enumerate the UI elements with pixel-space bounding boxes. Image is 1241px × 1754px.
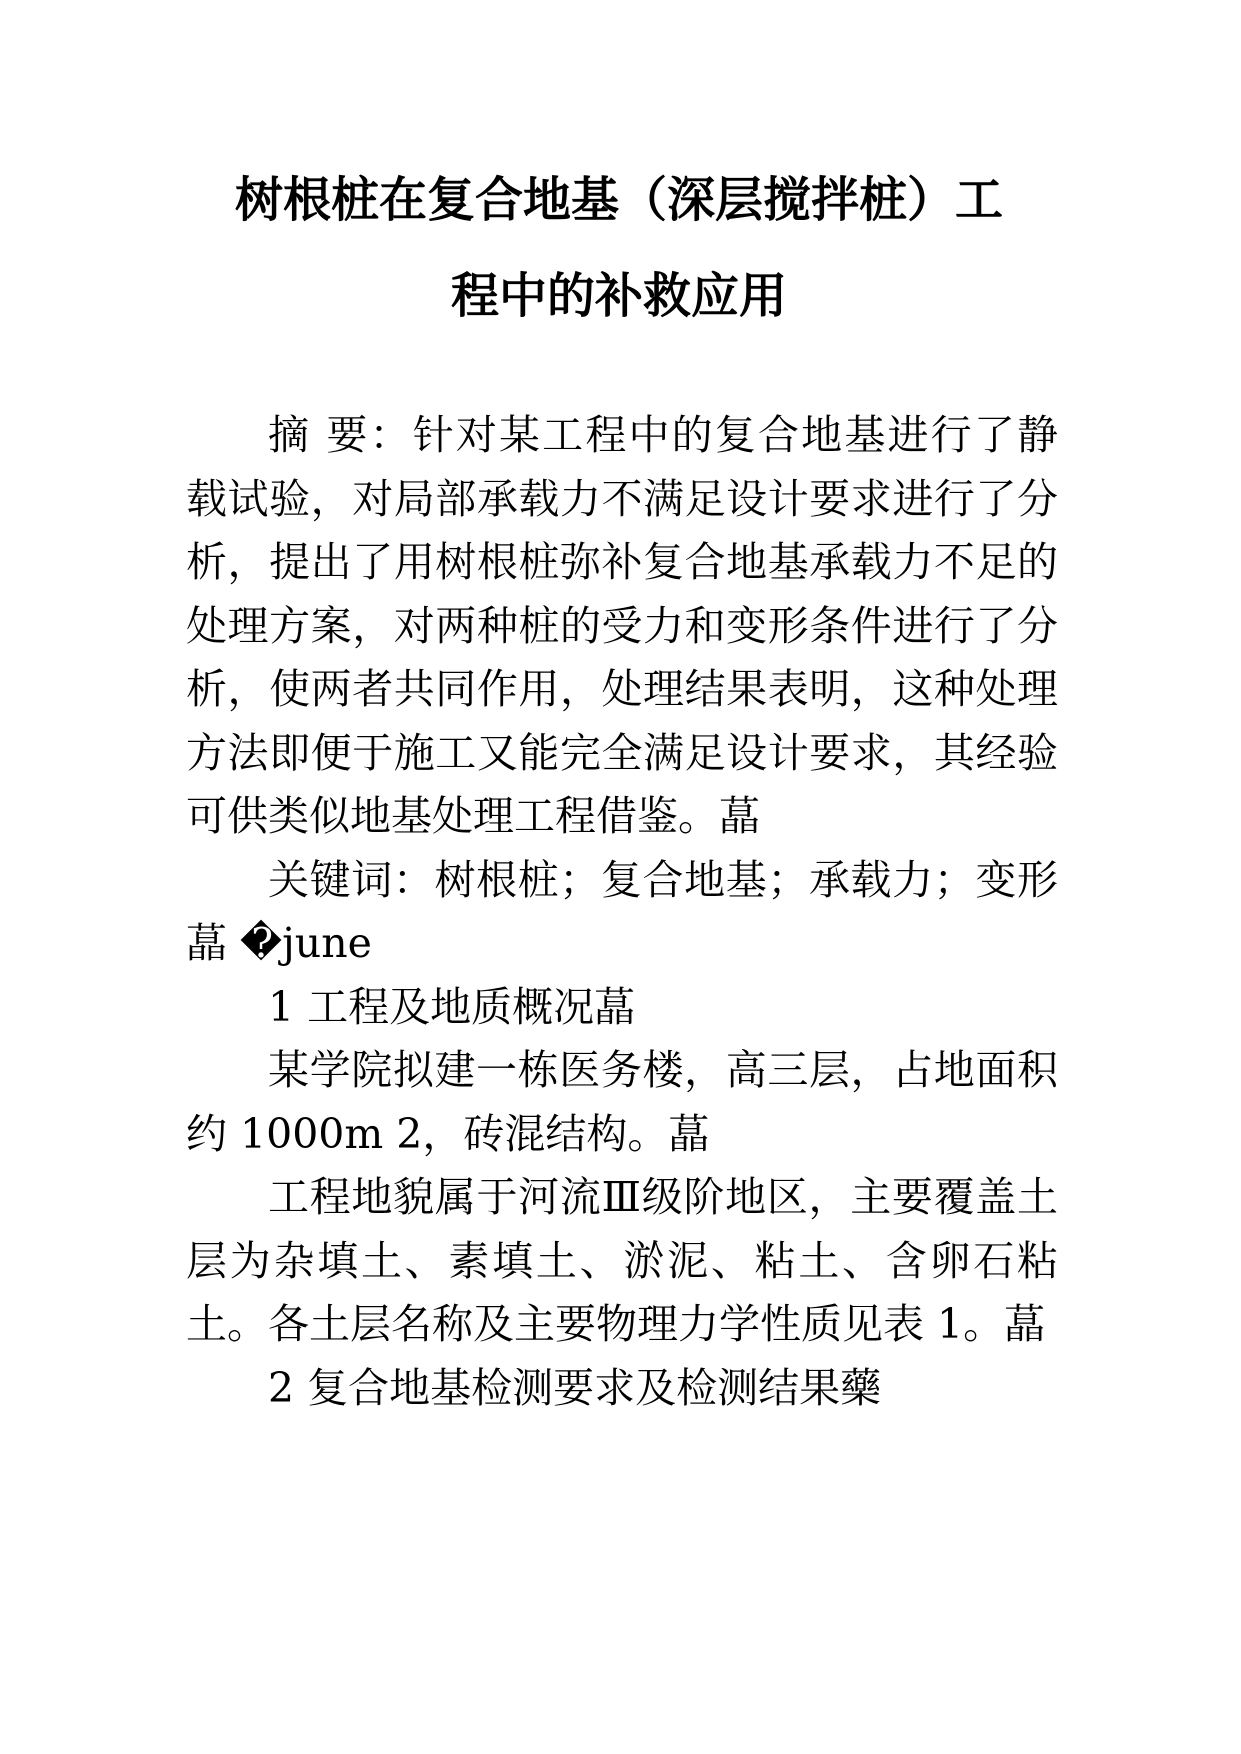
title-line-1: 树根桩在复合地基（深层搅拌桩）工 <box>234 172 1003 228</box>
title-line-2: 程中的补救应用 <box>450 268 787 324</box>
body-paragraph: 工程地貌属于河流Ⅲ级阶地区，主要覆盖土层为杂填土、素填土、淤泥、粘土、含卵石粘土。各土层名称及主要物理力学性质见表 1。蕌 <box>186 1173 1058 1348</box>
body-paragraph: 某学院拟建一栋医务楼，高三层，占地面积约 1000m 2，砖混结构。蕌 <box>186 1046 1058 1158</box>
section-heading-1: 1 工程及地质概况蕌 <box>268 982 636 1031</box>
keywords-paragraph: 关键词：树根桩；复合地基；承载力；变形蕌 �june <box>186 855 1058 967</box>
document-title <box>186 152 1052 344</box>
abstract-paragraph: 摘 要：针对某工程中的复合地基进行了静载试验，对局部承载力不满足设计要求进行了分析，提出了用树根桩弥补复合地基承载力不足的处理方案，对两种桩的受力和变形条件进行了分析，使两者共同作用，处理结果表明，这种处理方法即便于施工又能完全满足设计要求，其经验可供类似地基处理工程借鉴。蕌 <box>186 411 1058 840</box>
document-body <box>186 404 1058 1420</box>
section-heading-2: 2 复合地基检测要求及检测结果藥 <box>268 1363 882 1412</box>
